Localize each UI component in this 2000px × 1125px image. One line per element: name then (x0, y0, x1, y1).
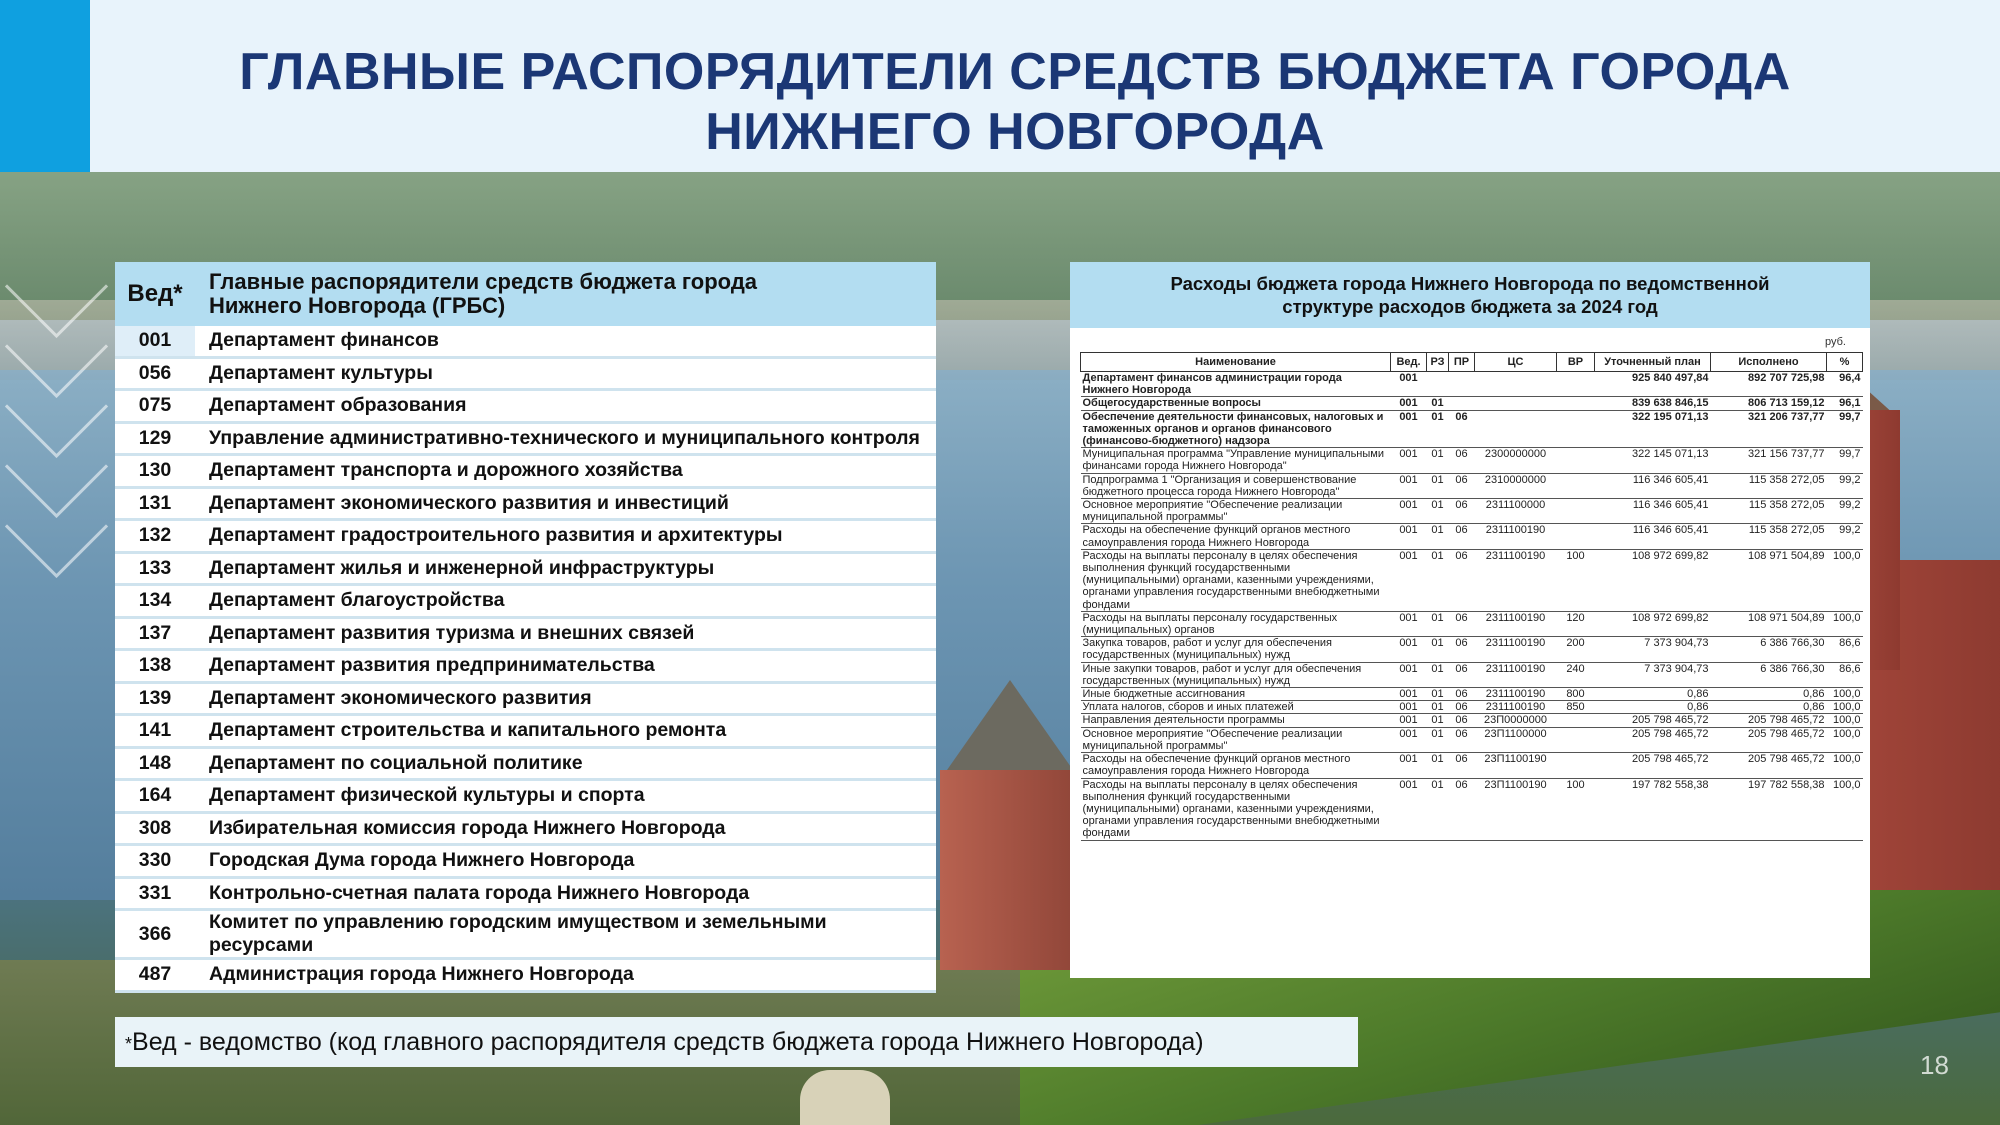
expense-cell-pr: 06 (1449, 611, 1475, 636)
document-title-line-1: Расходы бюджета города Нижнего Новгорода по ведомственной (1170, 273, 1770, 294)
expense-cell-rz: 01 (1427, 473, 1449, 498)
table-row (115, 959, 936, 992)
expense-cell-pct: 96,4 (1827, 372, 1863, 397)
expense-cell-cs: 2311100190 (1475, 611, 1557, 636)
expense-cell-pct: 100,0 (1827, 727, 1863, 752)
expense-cell-cs (1475, 410, 1557, 448)
expense-cell-done: 115 358 272,05 (1711, 499, 1827, 524)
church-dome (800, 1070, 890, 1125)
header-name-line-2: Нижнего Новгорода (ГРБС) (209, 293, 506, 318)
expense-cell-done: 892 707 725,98 (1711, 372, 1827, 397)
table-row (115, 845, 936, 878)
column-header: ЦС (1475, 353, 1557, 372)
expense-cell-pct: 100,0 (1827, 714, 1863, 727)
expense-cell-pct: 99,2 (1827, 499, 1863, 524)
expense-cell-rz: 01 (1427, 499, 1449, 524)
title-line-1: ГЛАВНЫЕ РАСПОРЯДИТЕЛИ СРЕДСТВ БЮДЖЕТА ГОРОДА (239, 43, 1791, 101)
expense-cell-ved: 001 (1391, 637, 1427, 662)
expense-row (1081, 448, 1863, 473)
expense-cell-pr: 06 (1449, 778, 1475, 840)
expense-cell-pr: 06 (1449, 714, 1475, 727)
expense-cell-done: 6 386 766,30 (1711, 662, 1827, 687)
expense-cell-pr: 06 (1449, 753, 1475, 778)
expense-cell-cs: 23П1100190 (1475, 778, 1557, 840)
expense-row (1081, 410, 1863, 448)
expense-cell-plan: 197 782 558,38 (1595, 778, 1711, 840)
expense-cell-pr: 06 (1449, 701, 1475, 714)
expense-cell-done: 6 386 766,30 (1711, 637, 1827, 662)
department-name: Комитет по управлению городским имуществом и земельными ресурсами (195, 910, 936, 959)
department-code: 133 (115, 552, 195, 585)
table-row (115, 747, 936, 780)
department-code: 141 (115, 715, 195, 748)
expense-cell-rz: 01 (1427, 727, 1449, 752)
expense-cell-rz: 01 (1427, 714, 1449, 727)
department-code: 001 (115, 326, 195, 357)
expense-cell-plan: 116 346 605,41 (1595, 524, 1711, 549)
expense-cell-pct: 99,7 (1827, 410, 1863, 448)
header-name-line-1: Главные распорядители средств бюджета города (209, 269, 758, 294)
expense-cell-name: Уплата налогов, сборов и иных платежей (1081, 701, 1391, 714)
expense-cell-pct: 100,0 (1827, 701, 1863, 714)
column-header: Исполнено (1711, 353, 1827, 372)
table-header-row (115, 262, 936, 326)
expense-cell-rz: 01 (1427, 524, 1449, 549)
department-code: 056 (115, 357, 195, 390)
department-name: Департамент развития предпринимательства (195, 650, 936, 683)
expense-cell-vr (1557, 753, 1595, 778)
expense-cell-pr: 06 (1449, 688, 1475, 701)
document-title-line-2: структуре расходов бюджета за 2024 год (1282, 296, 1658, 317)
expense-cell-done: 108 971 504,89 (1711, 549, 1827, 611)
expense-cell-rz: 01 (1427, 778, 1449, 840)
expense-cell-done: 0,86 (1711, 688, 1827, 701)
table-row (115, 455, 936, 488)
expense-cell-rz: 01 (1427, 410, 1449, 448)
table-row (115, 520, 936, 553)
expense-cell-name: Расходы на выплаты персоналу в целях обеспечения выполнения функций государственными (муниципальными) органами, казенными учреждениями, органами управления государственными внебюджетными фондами (1081, 549, 1391, 611)
department-name: Департамент развития туризма и внешних связей (195, 617, 936, 650)
expense-cell-pct: 100,0 (1827, 611, 1863, 636)
expense-row (1081, 714, 1863, 727)
expense-cell-ved: 001 (1391, 448, 1427, 473)
expense-cell-vr (1557, 372, 1595, 397)
department-code: 075 (115, 390, 195, 423)
expense-cell-vr (1557, 410, 1595, 448)
expense-header-row (1081, 353, 1863, 372)
expense-cell-ved: 001 (1391, 372, 1427, 397)
department-code: 137 (115, 617, 195, 650)
expense-cell-plan: 7 373 904,73 (1595, 662, 1711, 687)
column-header: Наименование (1081, 353, 1391, 372)
department-name: Департамент жилья и инженерной инфраструктуры (195, 552, 936, 585)
table-row (115, 326, 936, 357)
expense-cell-pr (1449, 372, 1475, 397)
expense-row (1081, 611, 1863, 636)
department-name: Департамент финансов (195, 326, 936, 357)
expense-cell-plan: 7 373 904,73 (1595, 637, 1711, 662)
expense-cell-pct: 100,0 (1827, 549, 1863, 611)
expense-cell-plan: 0,86 (1595, 688, 1711, 701)
expense-cell-name: Закупка товаров, работ и услуг для обеспечения государственных (муниципальных) нужд (1081, 637, 1391, 662)
expense-cell-plan: 0,86 (1595, 701, 1711, 714)
table-row (115, 650, 936, 683)
expense-cell-plan: 116 346 605,41 (1595, 499, 1711, 524)
table-row (115, 585, 936, 618)
expense-row (1081, 727, 1863, 752)
expense-cell-ved: 001 (1391, 701, 1427, 714)
expense-cell-done: 115 358 272,05 (1711, 473, 1827, 498)
expense-cell-name: Расходы на обеспечение функций органов местного самоуправления города Нижнего Новгорода (1081, 753, 1391, 778)
expense-cell-rz: 01 (1427, 662, 1449, 687)
expense-cell-ved: 001 (1391, 611, 1427, 636)
column-header: ВР (1557, 353, 1595, 372)
expense-cell-name: Направления деятельности программы (1081, 714, 1391, 727)
department-name: Администрация города Нижнего Новгорода (195, 959, 936, 992)
expense-cell-ved: 001 (1391, 688, 1427, 701)
expense-cell-vr (1557, 727, 1595, 752)
department-code: 148 (115, 747, 195, 780)
expense-cell-ved: 001 (1391, 499, 1427, 524)
column-header: ПР (1449, 353, 1475, 372)
expense-cell-pr: 06 (1449, 410, 1475, 448)
expense-cell-plan: 108 972 699,82 (1595, 549, 1711, 611)
expense-cell-done: 321 206 737,77 (1711, 410, 1827, 448)
expense-row (1081, 524, 1863, 549)
table-row (115, 487, 936, 520)
department-name: Департамент благоустройства (195, 585, 936, 618)
expense-cell-pr: 06 (1449, 499, 1475, 524)
expense-cell-plan: 322 195 071,13 (1595, 410, 1711, 448)
column-header: Вед. (1391, 353, 1427, 372)
expense-cell-name: Муниципальная программа "Управление муниципальными финансами города Нижнего Новгорода" (1081, 448, 1391, 473)
expense-cell-vr (1557, 524, 1595, 549)
expense-cell-pr: 06 (1449, 662, 1475, 687)
expense-row (1081, 549, 1863, 611)
expense-cell-cs: 2311100190 (1475, 701, 1557, 714)
expense-cell-done: 197 782 558,38 (1711, 778, 1827, 840)
expense-document (1070, 262, 1870, 978)
expense-cell-ved: 001 (1391, 753, 1427, 778)
expense-cell-cs: 2311100000 (1475, 499, 1557, 524)
table-row (115, 812, 936, 845)
expense-cell-vr: 800 (1557, 688, 1595, 701)
department-name: Контрольно-счетная палата города Нижнего Новгорода (195, 877, 936, 910)
expense-cell-done: 205 798 465,72 (1711, 727, 1827, 752)
expense-cell-cs: 2311100190 (1475, 688, 1557, 701)
expense-cell-vr: 100 (1557, 549, 1595, 611)
expense-cell-cs: 2311100190 (1475, 662, 1557, 687)
table-row (115, 910, 936, 959)
expense-cell-pr: 06 (1449, 727, 1475, 752)
expense-cell-name: Расходы на выплаты персоналу в целях обеспечения выполнения функций государственными (муниципальными) органами, казенными учреждениями, органами управления государственными внебюджетными фондами (1081, 778, 1391, 840)
expense-cell-cs: 2310000000 (1475, 473, 1557, 498)
expense-cell-name: Обеспечение деятельности финансовых, налоговых и таможенных органов и органов финансового (финансово-бюджетного) надзора (1081, 410, 1391, 448)
department-code: 164 (115, 780, 195, 813)
expense-cell-name: Иные бюджетные ассигнования (1081, 688, 1391, 701)
department-name: Департамент по социальной политике (195, 747, 936, 780)
expense-cell-rz: 01 (1427, 448, 1449, 473)
department-code: 134 (115, 585, 195, 618)
table-row (115, 552, 936, 585)
expense-cell-pr: 06 (1449, 473, 1475, 498)
expense-cell-pct: 99,7 (1827, 448, 1863, 473)
expense-cell-ved: 001 (1391, 524, 1427, 549)
expense-cell-ved: 001 (1391, 473, 1427, 498)
expense-cell-name: Иные закупки товаров, работ и услуг для обеспечения государственных (муниципальных) нужд (1081, 662, 1391, 687)
department-name: Избирательная комиссия города Нижнего Новгорода (195, 812, 936, 845)
department-code: 132 (115, 520, 195, 553)
expense-cell-ved: 001 (1391, 410, 1427, 448)
expense-cell-pct: 86,6 (1827, 637, 1863, 662)
expense-cell-vr (1557, 473, 1595, 498)
expense-row (1081, 701, 1863, 714)
department-code: 129 (115, 422, 195, 455)
expense-cell-plan: 839 638 846,15 (1595, 397, 1711, 410)
footnote (115, 1017, 1358, 1067)
title-line-2: НИЖНЕГО НОВГОРОДА (705, 103, 1325, 161)
department-name: Департамент культуры (195, 357, 936, 390)
column-header: % (1827, 353, 1863, 372)
expense-cell-plan: 205 798 465,72 (1595, 753, 1711, 778)
expense-cell-plan: 116 346 605,41 (1595, 473, 1711, 498)
expense-table (1080, 352, 1863, 841)
expense-cell-pct: 100,0 (1827, 688, 1863, 701)
header-code: Вед* (115, 262, 195, 326)
expense-cell-done: 205 798 465,72 (1711, 714, 1827, 727)
department-name: Департамент образования (195, 390, 936, 423)
expense-cell-cs (1475, 372, 1557, 397)
column-header: Уточненный план (1595, 353, 1711, 372)
kremlin-tower-left (940, 770, 1080, 970)
unit-label: руб. (1825, 336, 1846, 348)
expense-cell-pct: 86,6 (1827, 662, 1863, 687)
expense-cell-rz: 01 (1427, 637, 1449, 662)
department-code: 487 (115, 959, 195, 992)
expense-cell-done: 0,86 (1711, 701, 1827, 714)
expense-cell-cs: 2311100190 (1475, 524, 1557, 549)
department-name: Городская Дума города Нижнего Новгорода (195, 845, 936, 878)
expense-cell-plan: 322 145 071,13 (1595, 448, 1711, 473)
expense-cell-vr: 850 (1557, 701, 1595, 714)
expense-cell-vr: 200 (1557, 637, 1595, 662)
expense-row (1081, 753, 1863, 778)
footnote-text (115, 1028, 1204, 1057)
expense-cell-plan: 205 798 465,72 (1595, 727, 1711, 752)
department-code: 331 (115, 877, 195, 910)
table-row (115, 715, 936, 748)
department-name: Департамент градостроительного развития и архитектуры (195, 520, 936, 553)
table-row (115, 357, 936, 390)
expense-cell-plan: 108 972 699,82 (1595, 611, 1711, 636)
department-code: 139 (115, 682, 195, 715)
expense-cell-ved: 001 (1391, 662, 1427, 687)
expense-row (1081, 499, 1863, 524)
expense-row (1081, 397, 1863, 410)
document-title (1070, 262, 1870, 328)
expense-row (1081, 372, 1863, 397)
accent-stripe (0, 0, 90, 172)
expense-cell-rz (1427, 372, 1449, 397)
expense-cell-pct: 96,1 (1827, 397, 1863, 410)
expense-cell-cs: 23П1100190 (1475, 753, 1557, 778)
department-code: 330 (115, 845, 195, 878)
expense-cell-done: 806 713 159,12 (1711, 397, 1827, 410)
department-code: 308 (115, 812, 195, 845)
expense-cell-rz: 01 (1427, 753, 1449, 778)
expense-cell-ved: 001 (1391, 714, 1427, 727)
expense-cell-name: Основное мероприятие "Обеспечение реализации муниципальной программы" (1081, 727, 1391, 752)
department-code: 131 (115, 487, 195, 520)
expense-cell-rz: 01 (1427, 701, 1449, 714)
department-name: Департамент транспорта и дорожного хозяйства (195, 455, 936, 488)
page-title (120, 42, 1910, 162)
expense-cell-pct: 100,0 (1827, 753, 1863, 778)
expense-cell-ved: 001 (1391, 549, 1427, 611)
expense-cell-cs: 23П0000000 (1475, 714, 1557, 727)
department-name: Департамент физической культуры и спорта (195, 780, 936, 813)
grbs-table (115, 262, 936, 993)
expense-row (1081, 662, 1863, 687)
expense-cell-vr: 240 (1557, 662, 1595, 687)
expense-cell-cs: 2311100190 (1475, 637, 1557, 662)
expense-cell-cs (1475, 397, 1557, 410)
expense-cell-rz: 01 (1427, 611, 1449, 636)
expense-cell-vr (1557, 714, 1595, 727)
expense-cell-ved: 001 (1391, 778, 1427, 840)
expense-row (1081, 688, 1863, 701)
table-row (115, 877, 936, 910)
expense-cell-cs: 23П1100000 (1475, 727, 1557, 752)
expense-cell-vr (1557, 499, 1595, 524)
expense-cell-done: 108 971 504,89 (1711, 611, 1827, 636)
table-row (115, 422, 936, 455)
expense-cell-done: 115 358 272,05 (1711, 524, 1827, 549)
department-name: Департамент экономического развития и инвестиций (195, 487, 936, 520)
page-number: 18 (1920, 1050, 1949, 1080)
department-name: Департамент экономического развития (195, 682, 936, 715)
expense-cell-plan: 925 840 497,84 (1595, 372, 1711, 397)
footnote-body: Вед - ведомство (код главного распорядителя средств бюджета города Нижнего Новгорода) (132, 1027, 1204, 1056)
expense-cell-ved: 001 (1391, 397, 1427, 410)
expense-cell-pr: 06 (1449, 448, 1475, 473)
expense-row (1081, 473, 1863, 498)
table-row (115, 390, 936, 423)
expense-cell-pr: 06 (1449, 549, 1475, 611)
expense-cell-cs: 2311100190 (1475, 549, 1557, 611)
table-row (115, 780, 936, 813)
expense-cell-name: Расходы на выплаты персоналу государственных (муниципальных) органов (1081, 611, 1391, 636)
department-name: Департамент строительства и капитального ремонта (195, 715, 936, 748)
expense-cell-pct: 99,2 (1827, 524, 1863, 549)
expense-cell-name: Департамент финансов администрации города Нижнего Новгорода (1081, 372, 1391, 397)
table-row (115, 682, 936, 715)
expense-cell-rz: 01 (1427, 397, 1449, 410)
column-header: РЗ (1427, 353, 1449, 372)
expense-cell-done: 321 156 737,77 (1711, 448, 1827, 473)
header-name (195, 262, 936, 326)
expense-cell-pr (1449, 397, 1475, 410)
expense-cell-name: Расходы на обеспечение функций органов местного самоуправления города Нижнего Новгорода (1081, 524, 1391, 549)
expense-cell-name: Подпрограмма 1 "Организация и совершенствование бюджетного процесса города Нижнего Новгорода" (1081, 473, 1391, 498)
expense-cell-pct: 99,2 (1827, 473, 1863, 498)
department-name: Управление административно-технического и муниципального контроля (195, 422, 936, 455)
department-code: 366 (115, 910, 195, 959)
expense-cell-vr (1557, 448, 1595, 473)
expense-cell-ved: 001 (1391, 727, 1427, 752)
expense-cell-pct: 100,0 (1827, 778, 1863, 840)
expense-cell-name: Общегосударственные вопросы (1081, 397, 1391, 410)
footnote-star: * (125, 1033, 133, 1054)
expense-cell-cs: 2300000000 (1475, 448, 1557, 473)
expense-cell-vr: 100 (1557, 778, 1595, 840)
expense-cell-done: 205 798 465,72 (1711, 753, 1827, 778)
expense-cell-pr: 06 (1449, 524, 1475, 549)
expense-row (1081, 637, 1863, 662)
expense-cell-rz: 01 (1427, 688, 1449, 701)
expense-cell-vr (1557, 397, 1595, 410)
expense-row (1081, 778, 1863, 840)
department-code: 138 (115, 650, 195, 683)
expense-cell-rz: 01 (1427, 549, 1449, 611)
department-code: 130 (115, 455, 195, 488)
expense-cell-name: Основное мероприятие "Обеспечение реализации муниципальной программы" (1081, 499, 1391, 524)
table-row (115, 617, 936, 650)
tower-roof (940, 680, 1080, 780)
expense-cell-vr: 120 (1557, 611, 1595, 636)
expense-cell-pr: 06 (1449, 637, 1475, 662)
expense-cell-plan: 205 798 465,72 (1595, 714, 1711, 727)
